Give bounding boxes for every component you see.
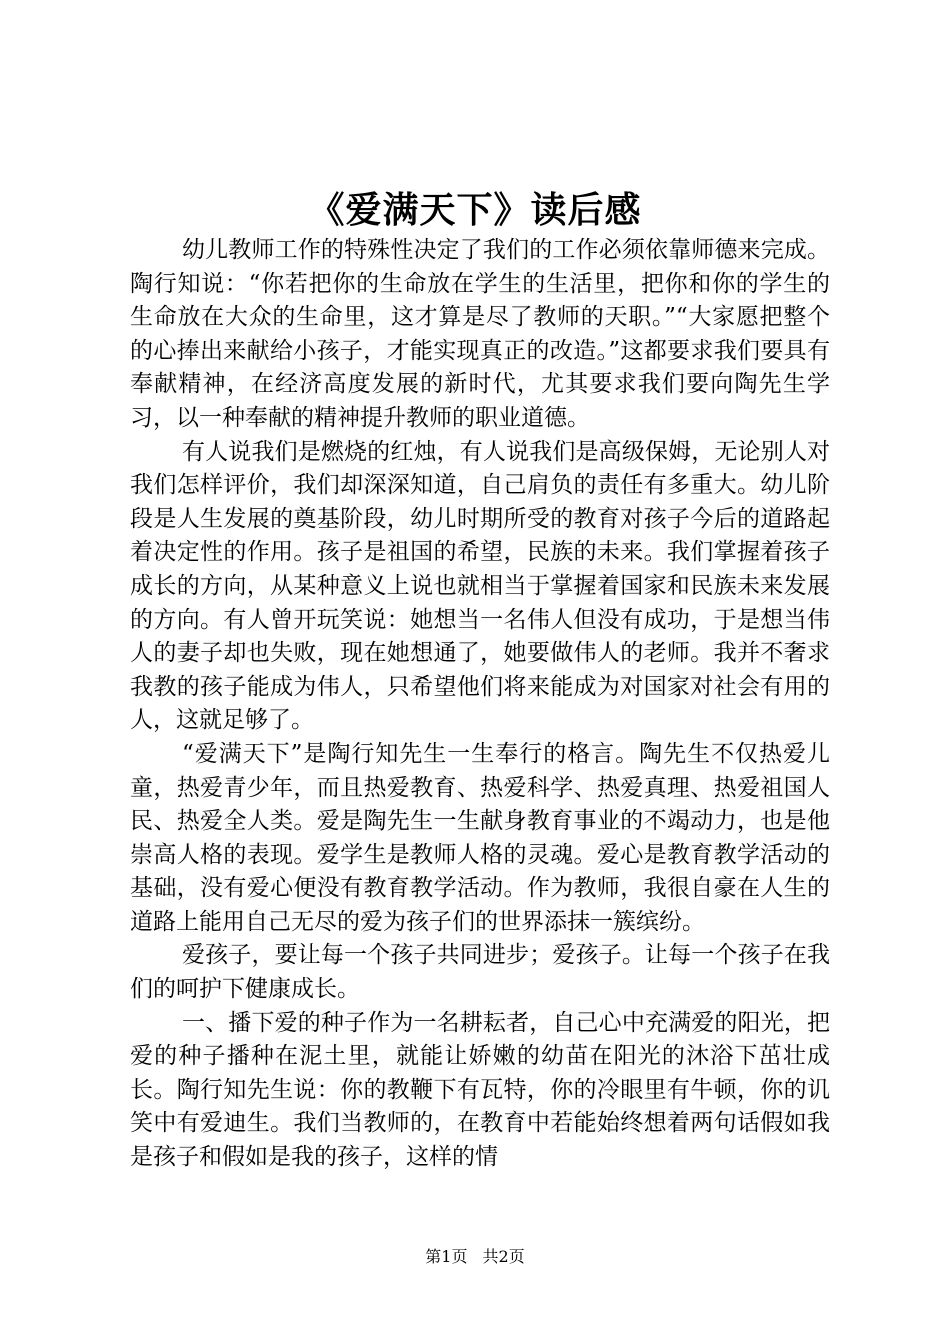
paragraph-1: 幼儿教师工作的特殊性决定了我们的工作必须依靠师德来完成。陶行知说：“你若把你的生命放在学生的生活里，把你和你的学生的生命放在大众的生命里，这才算是尽了教师的天职。”“大家愿把整个的心捧出来献给小孩子，才能实现真正的改造。”这都要求我们要具有奉献精神，在经济高度发展的新时代，尤其要求我们要向陶先生学习，以一种奉献的精神提升教师的职业道德。: [130, 237, 830, 431]
paragraph-5: 一、播下爱的种子作为一名耕耘者，自己心中充满爱的阳光，把爱的种子播种在泥土里，就能让娇嫩的幼苗在阳光的沐浴下茁壮成长。陶行知先生说：你的教鞭下有瓦特，你的冷眼里有牛顿，你的讥笑中有爱迪生。我们当教师的，在教育中若能始终想着两句话假如我是孩子和假如是我的孩子，这样的情: [130, 1009, 830, 1171]
paragraph-4: 爱孩子，要让每一个孩子共同进步；爱孩子。让每一个孩子在我们的呵护下健康成长。: [130, 942, 830, 1003]
page-footer: [0, 1245, 950, 1269]
document-title: 《爱满天下》读后感: [308, 189, 642, 231]
page-number: 第1页: [425, 1247, 468, 1266]
page-total: 共2页: [482, 1247, 525, 1266]
paragraph-3: “爱满天下”是陶行知先生一生奉行的格言。陶先生不仅热爱儿童，热爱青少年，而且热爱教育、热爱科学、热爱真理、热爱祖国人民、热爱全人类。爱是陶先生一生献身教育事业的不竭动力，也是他崇高人格的表现。爱学生是教师人格的灵魂。爱心是教育教学活动的基础，没有爱心便没有教育教学活动。作为教师，我很自豪在人生的道路上能用自己无尽的爱为孩子们的世界添抹一簇缤纷。: [130, 740, 830, 935]
paragraph-2: 有人说我们是燃烧的红烛，有人说我们是高级保姆，无论别人对我们怎样评价，我们却深深知道，自己肩负的责任有多重大。幼儿阶段是人生发展的奠基阶段，幼儿时期所受的教育对孩子今后的道路起着决定性的作用。孩子是祖国的希望，民族的未来。我们掌握着孩子成长的方向，从某种意义上说也就相当于掌握着国家和民族未来发展的方向。有人曾开玩笑说：她想当一名伟人但没有成功，于是想当伟人的妻子却也失败，现在她想通了，她要做伟人的老师。我并不奢求我教的孩子能成为伟人，只希望他们将来能成为对国家对社会有用的人，这就足够了。: [130, 438, 830, 734]
document-body: [130, 234, 830, 1175]
